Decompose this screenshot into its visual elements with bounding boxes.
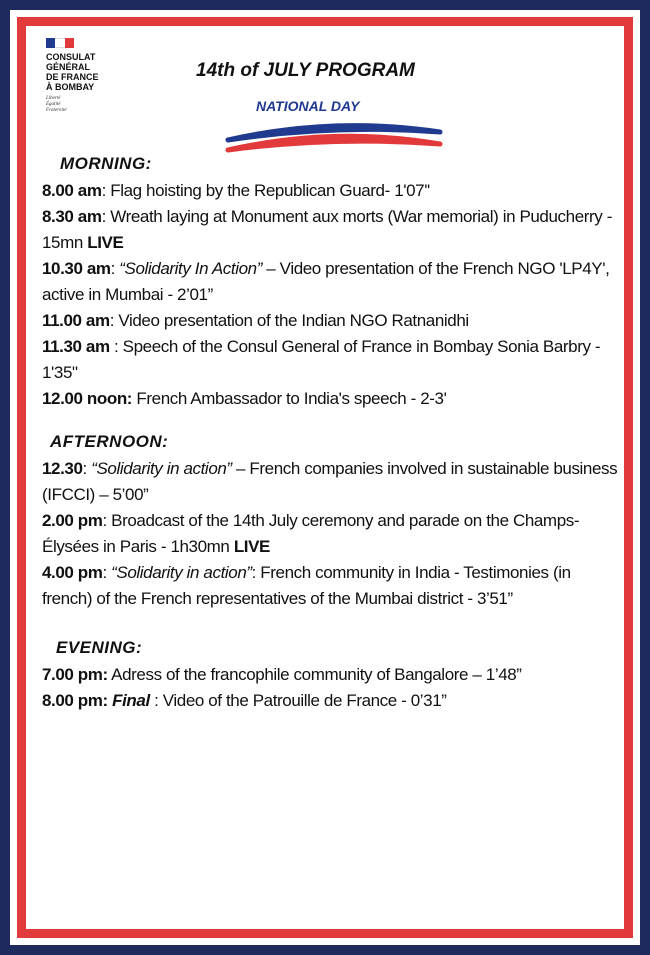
list-item: 12.30: “Solidarity in action” – French companies involved in sustainable business (IFCCI) – 5’00” (42, 459, 618, 504)
list-item: 2.00 pm: Broadcast of the 14th July ceremony and parade on the Champs-Élysées in Paris - 1h30mn LIVE (42, 511, 580, 556)
list-item: 8.30 am: Wreath laying at Monument aux morts (War memorial) in Puducherry - 15mn LIVE (42, 207, 612, 252)
section-title-evening: EVENING: (56, 638, 143, 657)
list-item: 10.30 am: “Solidarity In Action” – Video presentation of the French NGO 'LP4Y', active in Mumbai - 2’01” (42, 259, 610, 304)
page-title: 14th of JULY PROGRAM (196, 60, 415, 81)
page-subtitle: NATIONAL DAY (256, 98, 360, 114)
section-title-morning: MORNING: (60, 154, 152, 173)
section-title-afternoon: AFTERNOON: (50, 432, 169, 451)
program-content (42, 152, 618, 714)
list-item: 11.00 am: Video presentation of the Indian NGO Ratnanidhi (42, 311, 469, 330)
list-item: 8.00 pm: Final : Video of the Patrouille de France - 0’31” (42, 691, 447, 710)
logo-org-name: CONSULAT GÉNÉRAL DE FRANCE À BOMBAY (46, 52, 99, 92)
afternoon-section (42, 430, 618, 612)
evening-section (42, 636, 618, 714)
morning-section (42, 152, 618, 412)
list-item: 7.00 pm: Adress of the francophile community of Bangalore – 1’48” (42, 665, 522, 684)
consulate-logo (46, 38, 126, 114)
list-item: 4.00 pm: “Solidarity in action”: French community in India - Testimonies (in french) of the French representatives of the Mumbai district - 3’51” (42, 563, 571, 608)
list-item: 11.30 am : Speech of the Consul General of France in Bombay Sonia Barbry - 1'35" (42, 337, 601, 382)
french-flag-icon (46, 38, 74, 48)
list-item: 8.00 am: Flag hoisting by the Republican Guard- 1'07'' (42, 181, 430, 200)
logo-motto: Liberté Égalité Fraternité (46, 96, 67, 113)
list-item: 12.00 noon: French Ambassador to India's speech - 2-3' (42, 389, 447, 408)
program-sheet (26, 26, 624, 929)
